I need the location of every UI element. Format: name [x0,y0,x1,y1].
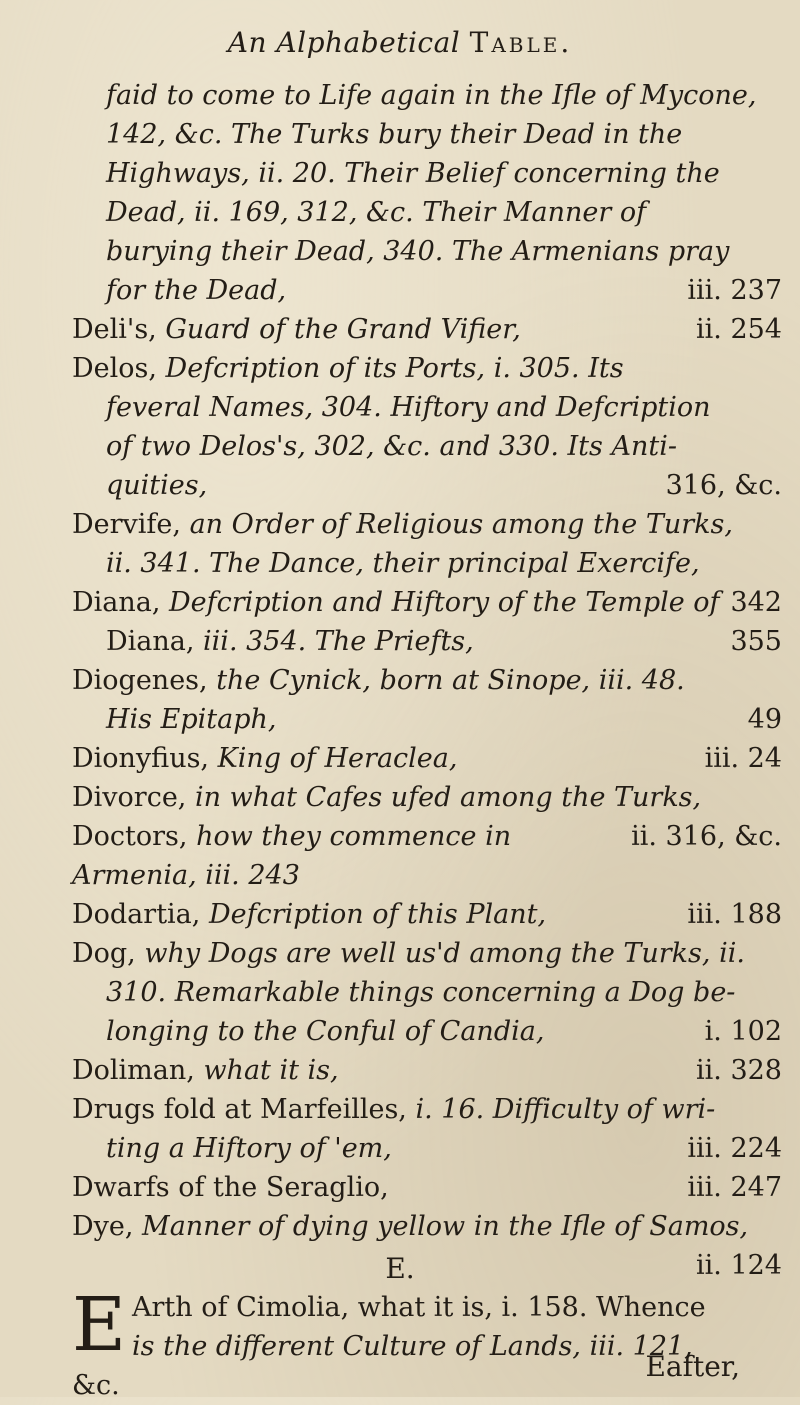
entry-text: Dead, ii. 169, 312, &c. Their Manner of [106,197,647,228]
entry-line [72,1129,782,1168]
page-reference: ii. 254 [696,314,782,345]
entry-line [72,115,782,154]
entry-text: Doctors, how they commence in Armenia, iii. 243 [72,821,512,891]
entry-line [72,1090,782,1129]
index-entry [72,1168,782,1207]
index-entry [72,1207,782,1281]
entry-line [72,193,782,232]
page-reference: i. 102 [704,1016,782,1047]
entry-text: Dye, Manner of dying yellow in the Ifle of Samos, [72,1211,749,1242]
entry-text: quities, [106,470,208,501]
entry-line [72,388,782,427]
entry-line [72,1051,782,1090]
index-entry [72,895,782,934]
page-reference: 316, &c. [665,470,782,501]
entry-line [72,583,782,622]
entry-line [72,505,782,544]
index-entry [72,934,782,1051]
index-entries [72,76,782,1285]
entry-line [72,310,782,349]
section-letter: E. [385,1252,415,1285]
page-reference: iii. 224 [687,1133,782,1164]
entry-line [72,154,782,193]
index-entry [72,583,782,661]
page-reference: ii. 124 [696,1250,782,1281]
entry-line [72,739,782,778]
entry-line [72,622,782,661]
index-entry [72,1090,782,1168]
index-entry [72,76,782,310]
entry-line [72,661,782,700]
running-header [0,26,800,59]
entry-line [72,895,782,934]
entry-line [72,1207,782,1246]
entry-text: Dwarfs of the Seraglio, [72,1172,389,1203]
entry-text: Highways, ii. 20. Their Belief concerning the [106,158,720,189]
entry-text: Dog, why Dogs are well us'd among the Turks, ii. [72,938,745,969]
entry-text: ii. 341. The Dance, their principal Exercife, [106,548,700,579]
entry-text: feveral Names, 304. Hiftory and Defcription [106,392,711,423]
page-reference: ii. 328 [696,1055,782,1086]
entry-text: Diana, Defcription and Hiftory of the Temple of [72,587,720,618]
index-entry [72,661,782,739]
entry-text: 142, &c. The Turks bury their Dead in the [106,119,683,150]
entry-text: longing to the Conful of Candia, [106,1016,545,1047]
entry-text: Deli's, Guard of the Grand Vifier, [72,314,521,345]
page-reference: 355 [730,626,782,657]
entry-line: Arth of Cimolia, what it is, i. 158. Whence [132,1292,706,1323]
entry-line [72,1168,782,1207]
entry-line [72,934,782,973]
index-entry [72,349,782,505]
entry-text: His Epitaph, [106,704,277,735]
entry-line [72,349,782,388]
catchword: Eafter, [645,1350,740,1383]
entry-text: Delos, Defcription of its Ports, i. 305. Its [72,353,624,384]
entry-text: Diogenes, the Cynick, born at Sinope, iii. 48. [72,665,685,696]
page-reference: iii. 188 [687,899,782,930]
page-reference: iii. 247 [687,1172,782,1203]
entry-line [72,700,782,739]
index-entry [72,817,782,895]
entry-text: ting a Hiftory of 'em, [106,1133,392,1164]
header-prefix: An Alphabetical [227,26,461,59]
entry-line: &c. [72,1370,120,1401]
entry-line [72,1012,782,1051]
entry-text: for the Dead, [106,275,287,306]
entry-line [72,76,782,115]
page-reference: iii. 237 [687,275,782,306]
entry-text: 310. Remarkable things concerning a Dog be- [106,977,736,1008]
entry-line [72,973,782,1012]
index-entry [72,310,782,349]
index-entry-earth [72,1282,782,1405]
entry-line [72,466,782,505]
entry-line [72,427,782,466]
index-entry [72,739,782,778]
header-title: Table. [469,26,573,59]
page-reference: 342 [730,587,782,618]
entry-text: Dionyfius, King of Heraclea, [72,743,458,774]
entry-line [72,544,782,583]
entry-text: Doliman, what it is, [72,1055,339,1086]
entry-text: Divorce, in what Cafes ufed among the Turks, [72,782,702,813]
entry-text: burying their Dead, 340. The Armenians pray [106,236,730,267]
entry-line [72,778,782,817]
entry-line [72,271,782,310]
entry-text: faid to come to Life again in the Ifle of Mycone, [106,80,757,111]
drop-cap: E [72,1282,127,1368]
entry-text: Dervife, an Order of Religious among the Turks, [72,509,733,540]
entry-line: is the different Culture of Lands, iii. 121, [132,1331,693,1362]
entry-text: Diana, iii. 354. The Priefts, [106,626,474,657]
page-reference: 49 [747,704,782,735]
page-reference: ii. 316, &c. [631,821,782,852]
entry-text: of two Delos's, 302, &c. and 330. Its Anti- [106,431,677,462]
index-entry [72,1051,782,1090]
index-entry [72,778,782,852]
entry-text: Drugs fold at Marfeilles, i. 16. Difficulty of wri- [72,1094,716,1125]
entry-line [72,817,782,895]
entry-line [72,232,782,271]
page-reference: iii. 24 [704,743,782,774]
entry-text: Dodartia, Defcription of this Plant, [72,899,547,930]
